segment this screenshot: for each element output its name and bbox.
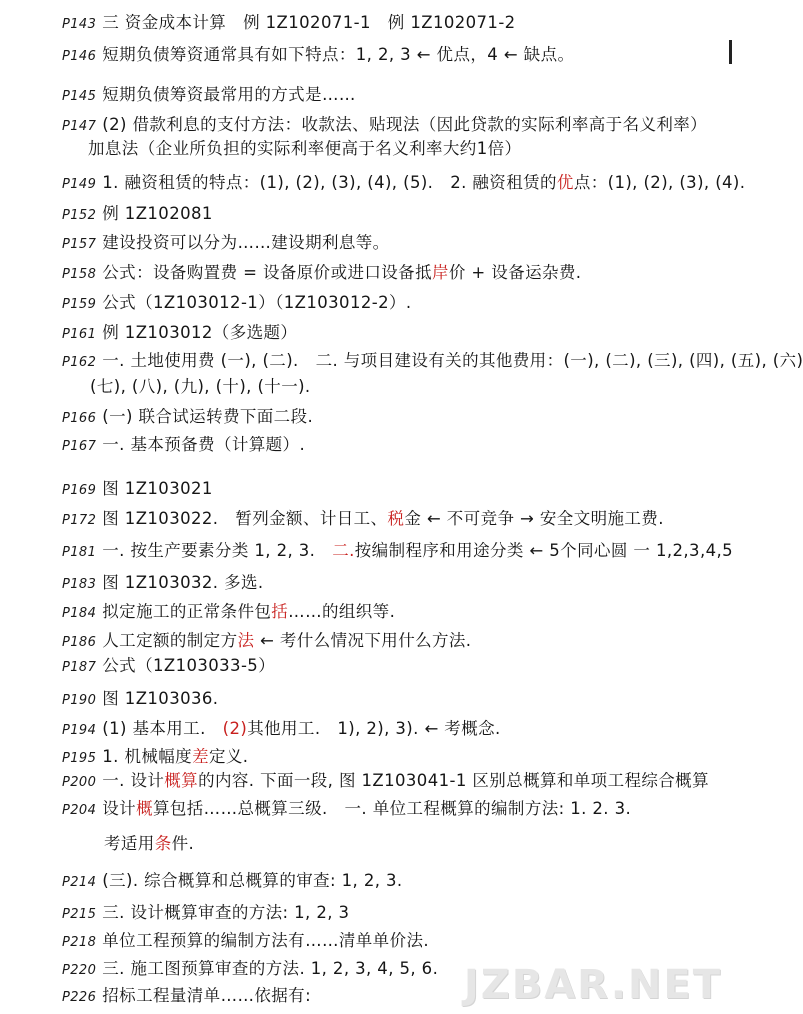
note-text: ……的组织等. [288,602,396,621]
margin-mark [729,40,732,64]
note-text: 1. 融资租赁的特点：(1), (2), (3), (4), (5). 2. 融资租赁的 [102,173,557,192]
note-line [62,203,726,227]
note-line [62,350,803,374]
page-number: P169 [62,483,97,498]
page-number: P152 [62,208,97,223]
note-line [62,262,726,286]
page-number: P187 [62,660,97,675]
note-line [88,138,726,160]
page-number: P186 [62,635,97,650]
red-annotation: 括 [271,602,289,621]
page-number: P226 [62,990,97,1005]
note-line [62,540,734,564]
note-text: 图 1Z103021 [102,479,213,498]
page-number: P190 [62,693,97,708]
note-line [62,902,726,926]
page-number: P159 [62,297,97,312]
note-text: 金 ← 不可竞争 → 安全文明施工费. [404,509,664,528]
note-line [62,718,726,742]
note-line [62,770,726,794]
note-text: 例 1Z103012（多选题） [102,323,298,342]
note-line [62,870,726,894]
page-number: P215 [62,907,97,922]
page-number: P181 [62,545,97,560]
note-text: 一. 土地使用费 (一), (二). 二. 与项目建设有关的其他费用：(一), (二), (三), (四), (五), (六) [102,351,803,370]
note-line [62,746,726,770]
red-annotation: 税 [387,509,405,528]
note-text: 加息法（企业所负担的实际利率便高于名义利率大约1倍） [88,139,522,158]
page-number: P145 [62,89,97,104]
page-number: P218 [62,935,97,950]
page-number: P157 [62,237,97,252]
note-text: 图 1Z103032. 多选. [102,573,264,592]
page-number: P204 [62,803,97,818]
note-text: (2) 借款利息的支付方法：收款法、贴现法（因此贷款的实际利率高于名义利率） [102,115,708,134]
note-text: 招标工程量清单……依据有: [102,986,312,1005]
note-line [62,114,726,138]
note-text: 人工定额的制定方 [102,631,238,650]
note-text: 其他用工. 1), 2), 3). ← 考概念. [247,719,501,738]
note-line [62,930,726,954]
note-text: 定义. [208,747,249,766]
note-text: (七), (八), (九), (十), (十一). [90,377,311,396]
note-text: 单位工程预算的编制方法有……清单单价法. [102,931,430,950]
note-line [62,172,746,196]
page-number: P166 [62,411,97,426]
note-text: 算包括……总概算三级. 一. 单位工程概算的编制方法: 1. 2. 3. [152,799,632,818]
note-line [62,688,726,712]
red-annotation: 优 [556,173,574,192]
note-line [62,798,726,822]
note-text: 考适用 [104,834,155,853]
note-line [62,292,726,316]
note-line [62,84,726,108]
page-number: P158 [62,267,97,282]
note-line [62,322,726,346]
page-number: P200 [62,775,97,790]
note-text: 建设投资可以分为……建设期利息等。 [102,233,390,252]
note-text: 短期负债筹资最常用的方式是…… [102,85,356,104]
note-text: 三. 设计概算审查的方法: 1, 2, 3 [102,903,350,922]
note-text: (一) 联合试运转费下面二段. [102,407,314,426]
note-text: 价 + 设备运杂费. [448,263,582,282]
red-annotation: 岸 [431,263,449,282]
note-line [62,655,726,679]
note-text: 公式（1Z103033-5） [102,656,276,675]
note-line [62,44,726,68]
note-text: 一. 基本预备费（计算题）. [102,435,306,454]
note-line [62,601,726,625]
note-line [62,232,726,256]
note-text: 按编制程序和用途分类 ← 5个同心圆 一 1,2,3,4,5 [354,541,734,560]
page-number: P149 [62,177,97,192]
note-text: 一. 按生产要素分类 1, 2, 3. [102,541,333,560]
note-text: 图 1Z103036. [102,689,219,708]
page-number: P220 [62,963,97,978]
red-annotation: 概 [136,799,153,818]
note-text: (三). 综合概算和总概算的审查: 1, 2, 3. [102,871,403,890]
note-line [62,478,726,502]
note-text: 拟定施工的正常条件包 [102,602,272,621]
note-text: ← 考什么情况下用什么方法. [254,631,472,650]
note-text: 设计 [102,799,137,818]
page-number: P195 [62,751,97,766]
page-number: P194 [62,723,97,738]
note-text: 例 1Z102081 [102,204,213,223]
note-text: 点：(1), (2), (3), (4). [573,173,746,192]
note-text: 图 1Z103022. 暂列金额、计日工、 [102,509,388,528]
watermark: JZBAR.NET [463,962,722,1008]
red-annotation: 条 [154,834,172,853]
note-text: 三. 施工图预算审查的方法. 1, 2, 3, 4, 5, 6. [102,959,439,978]
note-text: 公式（1Z103012-1）（1Z103012-2）. [102,293,412,312]
page-number: P161 [62,327,97,342]
note-text: 短期负债筹资通常具有如下特点：1, 2, 3 ← 优点，4 ← 缺点。 [102,45,575,64]
note-line [62,12,726,36]
note-text: 的内容. 下面一段, 图 1Z103041-1 区别总概算和单项工程综合概算 [198,771,709,790]
note-line [62,434,726,458]
note-text: (1) 基本用工. [102,719,223,738]
page-number: P146 [62,49,97,64]
note-line [62,508,726,532]
note-line [104,833,726,855]
note-text: 一. 设计 [102,771,165,790]
note-text: 1. 机械幅度 [102,747,193,766]
page-number: P183 [62,577,97,592]
note-line [62,630,726,654]
note-line [90,376,726,398]
page-number: P167 [62,439,97,454]
page-number: P162 [62,355,97,370]
note-text: 件. [171,834,195,853]
red-annotation: 差 [192,747,209,766]
page-number: P147 [62,119,97,134]
page-number: P143 [62,17,97,32]
red-annotation: 法 [237,631,255,650]
page-number: P184 [62,606,97,621]
red-annotation: 二. [332,541,355,560]
note-text: 公式：设备购置费 = 设备原价或进口设备抵 [102,263,432,282]
note-text: 三 资金成本计算 例 1Z102071-1 例 1Z102071-2 [102,13,516,32]
note-line [62,406,726,430]
page-number: P172 [62,513,97,528]
note-line [62,572,726,596]
page-number: P214 [62,875,97,890]
red-annotation: 概算 [164,771,199,790]
red-annotation: (2) [222,719,248,738]
